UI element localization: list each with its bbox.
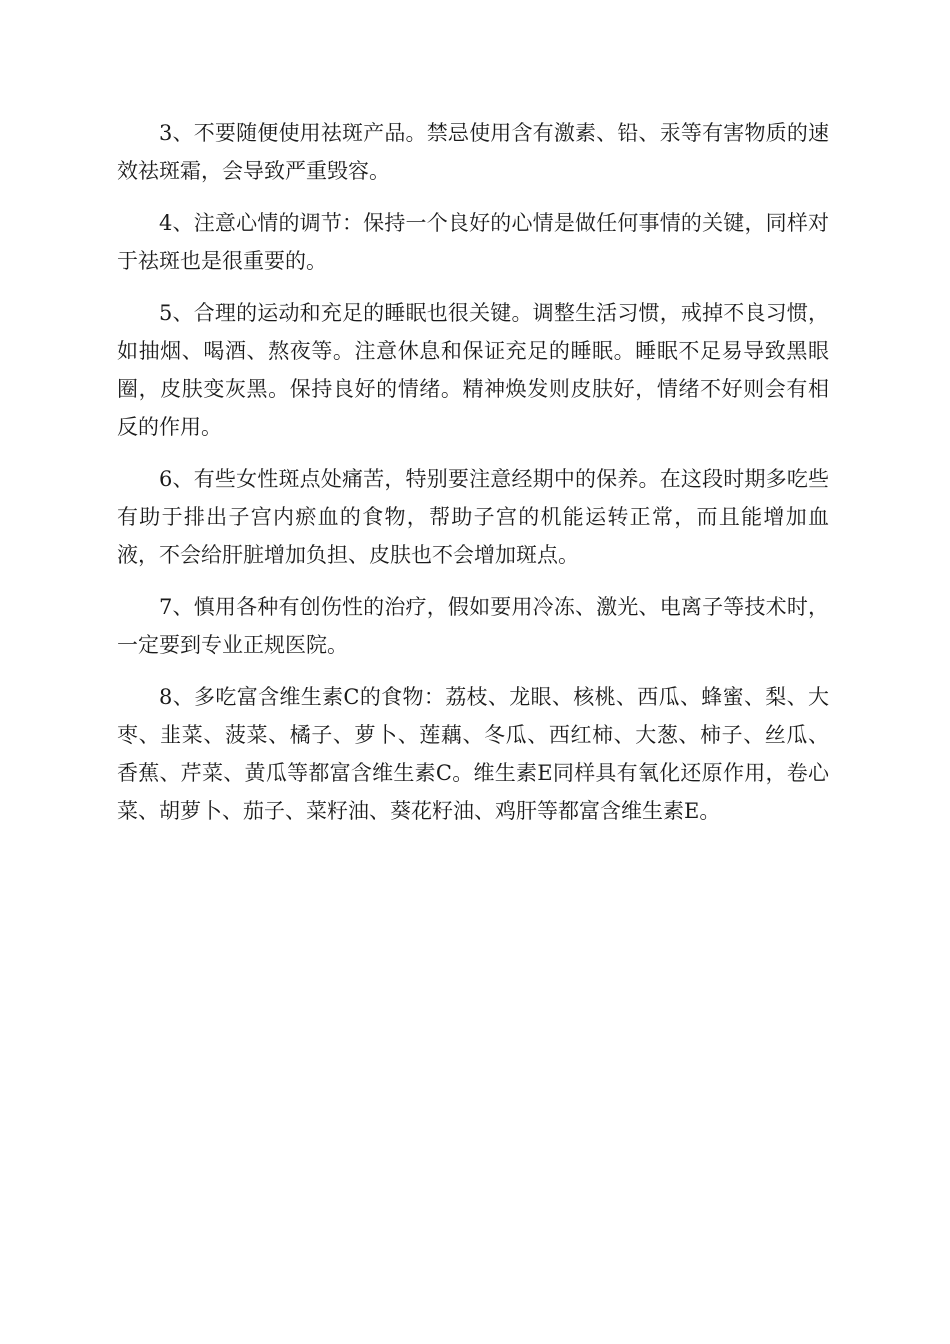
paragraph-4: 4、注意心情的调节：保持一个良好的心情是做任何事情的关键，同样对于祛斑也是很重要的。	[117, 211, 829, 273]
paragraph-8: 8、多吃富含维生素C的食物：荔枝、龙眼、核桃、西瓜、蜂蜜、梨、大枣、韭菜、菠菜、橘子、萝卜、莲藕、冬瓜、西红柿、大葱、柿子、丝瓜、香蕉、芹菜、黄瓜等都富含维生素C。维生素E同样具有氧化还原作用，卷心菜、胡萝卜、茄子、菜籽油、葵花籽油、鸡肝等都富含维生素E。	[117, 685, 829, 823]
paragraph-3: 3、不要随便使用祛斑产品。禁忌使用含有激素、铅、汞等有害物质的速效祛斑霜，会导致严重毁容。	[117, 121, 829, 183]
document-body	[117, 114, 829, 844]
paragraph-6: 6、有些女性斑点处痛苦，特别要注意经期中的保养。在这段时期多吃些有助于排出子宫内瘀血的食物，帮助子宫的机能运转正常，而且能增加血液，不会给肝脏增加负担、皮肤也不会增加斑点。	[117, 467, 829, 567]
paragraph-5: 5、合理的运动和充足的睡眠也很关键。调整生活习惯，戒掉不良习惯，如抽烟、喝酒、熬夜等。注意休息和保证充足的睡眠。睡眠不足易导致黑眼圈，皮肤变灰黑。保持良好的情绪。精神焕发则皮肤好，情绪不好则会有相反的作用。	[117, 301, 829, 439]
paragraph-7: 7、慎用各种有创伤性的治疗，假如要用冷冻、激光、电离子等技术时，一定要到专业正规医院。	[117, 595, 829, 657]
